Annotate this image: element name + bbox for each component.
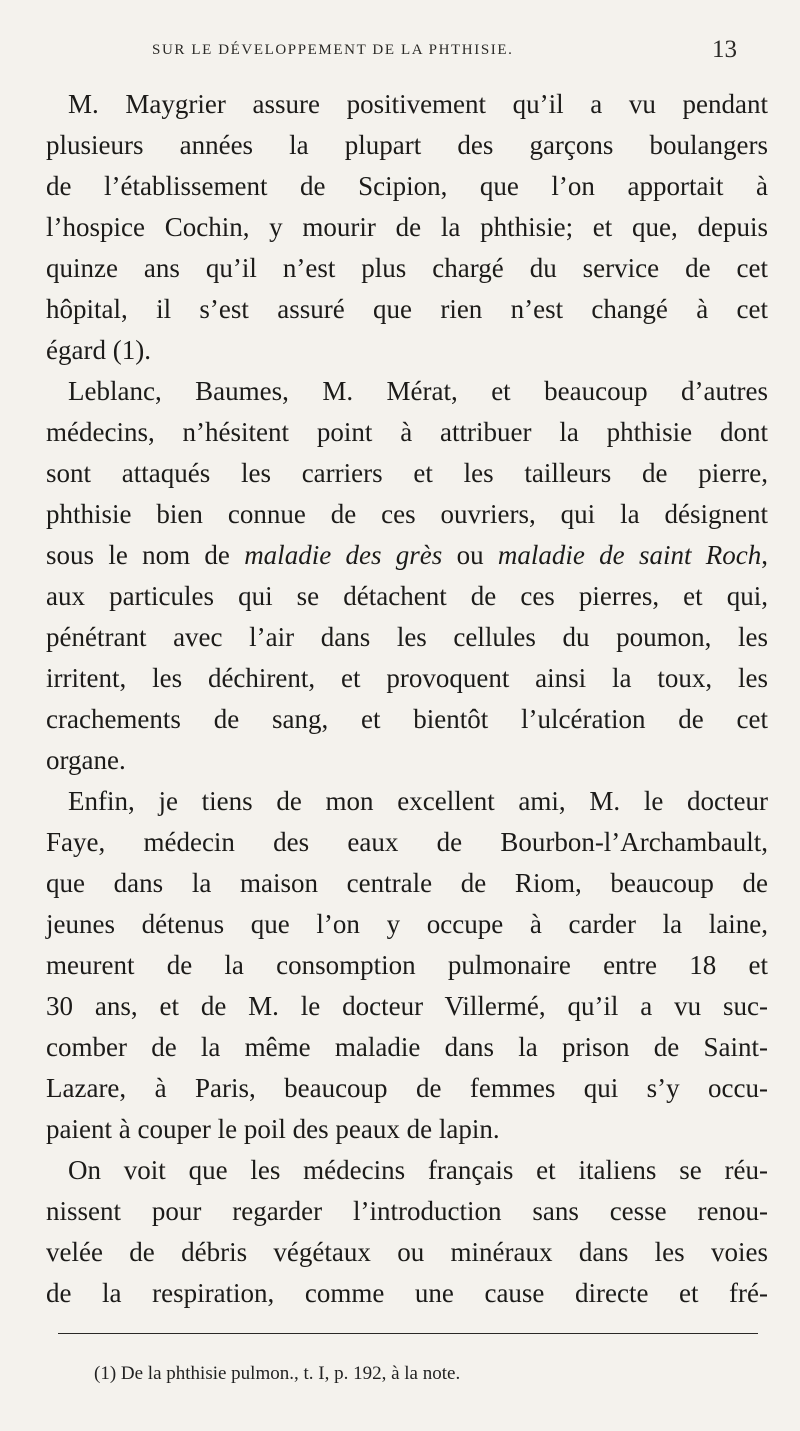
page-number: 13: [712, 36, 737, 63]
text-line: [46, 166, 768, 207]
footnote-rule: [58, 1333, 758, 1334]
text-line: [46, 330, 768, 371]
text-run: de l’établissement de Scipion, que l’on apportait à: [46, 171, 768, 201]
text-line: [46, 576, 768, 617]
text-run: nissent pour regarder l’introduction sans cesse renou-: [46, 1196, 768, 1226]
text-line: [46, 1027, 768, 1068]
text-line: [46, 248, 768, 289]
paragraph: [46, 781, 768, 1150]
text-run: sont attaqués les carriers et les tailleurs de pierre,: [46, 458, 768, 488]
text-run: irritent, les déchirent, et provoquent ainsi la toux, les: [46, 663, 768, 693]
text-run: pénétrant avec l’air dans les cellules du poumon, les: [46, 622, 768, 652]
text-line: [46, 453, 768, 494]
text-run: On voit que les médecins français et italiens se réu-: [68, 1155, 768, 1185]
text-line: [46, 1109, 768, 1150]
text-run: hôpital, il s’est assuré que rien n’est changé à cet: [46, 294, 768, 324]
paragraph: [46, 371, 768, 781]
text-line: [46, 371, 768, 412]
text-line: [46, 1273, 768, 1314]
text-run: organe.: [46, 745, 126, 775]
text-run: comber de la même maladie dans la prison de Saint-: [46, 1032, 768, 1062]
text-run: médecins, n’hésitent point à attribuer la phthisie dont: [46, 417, 768, 447]
italic-term: maladie de saint Roch: [497, 540, 762, 570]
text-line: [46, 412, 768, 453]
text-line: [46, 1150, 768, 1191]
text-run: de la respiration, comme une cause directe et fré-: [46, 1278, 768, 1308]
text-run: l’hospice Cochin, y mourir de la phthisie; et que, depuis: [46, 212, 768, 242]
text-line: [46, 740, 768, 781]
text-run: plusieurs années la plupart des garçons boulangers: [46, 130, 768, 160]
text-line: [46, 904, 768, 945]
text-run: M. Maygrier assure positivement qu’il a vu pendant: [68, 89, 768, 119]
text-run: Leblanc, Baumes, M. Mérat, et beaucoup d’autres: [68, 376, 768, 406]
text-line: [46, 289, 768, 330]
footnote: (1) De la phthisie pulmon., t. I, p. 192, à la note.: [94, 1363, 461, 1384]
text-run: Enfin, je tiens de mon excellent ami, M. le docteur: [68, 786, 768, 816]
text-line: [46, 822, 768, 863]
text-run: jeunes détenus que l’on y occupe à carder la laine,: [46, 909, 768, 939]
text-run: crachements de sang, et bientôt l’ulcération de cet: [46, 704, 768, 734]
text-line: [46, 863, 768, 904]
text-line: [46, 1232, 768, 1273]
text-run: ,: [761, 540, 768, 570]
text-run: aux particules qui se détachent de ces pierres, et qui,: [46, 581, 768, 611]
paragraph: [46, 1150, 768, 1314]
text-run: velée de débris végétaux ou minéraux dans les voies: [46, 1237, 768, 1267]
body-text: [46, 84, 768, 1314]
text-line: [46, 986, 768, 1027]
text-run: ou: [442, 540, 498, 570]
text-run: égard (1).: [46, 335, 151, 365]
text-line: [46, 84, 768, 125]
text-line: [46, 617, 768, 658]
running-title: SUR LE DÉVELOPPEMENT DE LA PHTHISIE.: [152, 42, 514, 58]
text-line: [46, 1191, 768, 1232]
text-line: [46, 125, 768, 166]
text-line: [46, 207, 768, 248]
text-run: sous le nom de: [46, 540, 245, 570]
text-line: [46, 494, 768, 535]
page-header: [0, 38, 800, 68]
paragraph: [46, 84, 768, 371]
text-run: Lazare, à Paris, beaucoup de femmes qui s’y occu-: [46, 1073, 768, 1103]
text-line: [46, 1068, 768, 1109]
text-run: que dans la maison centrale de Riom, beaucoup de: [46, 868, 768, 898]
text-run: meurent de la consomption pulmonaire entre 18 et: [46, 950, 768, 980]
text-run: paient à couper le poil des peaux de lapin.: [46, 1114, 500, 1144]
text-run: quinze ans qu’il n’est plus chargé du service de cet: [46, 253, 768, 283]
text-run: phthisie bien connue de ces ouvriers, qui la désignent: [46, 499, 768, 529]
text-line: [46, 699, 768, 740]
text-line: [46, 945, 768, 986]
text-line: [46, 781, 768, 822]
italic-term: maladie des grès: [244, 540, 443, 570]
text-run: 30 ans, et de M. le docteur Villermé, qu’il a vu suc-: [46, 991, 768, 1021]
text-line: [46, 535, 768, 576]
text-line: [46, 658, 768, 699]
text-run: Faye, médecin des eaux de Bourbon-l’Archambault,: [46, 827, 768, 857]
